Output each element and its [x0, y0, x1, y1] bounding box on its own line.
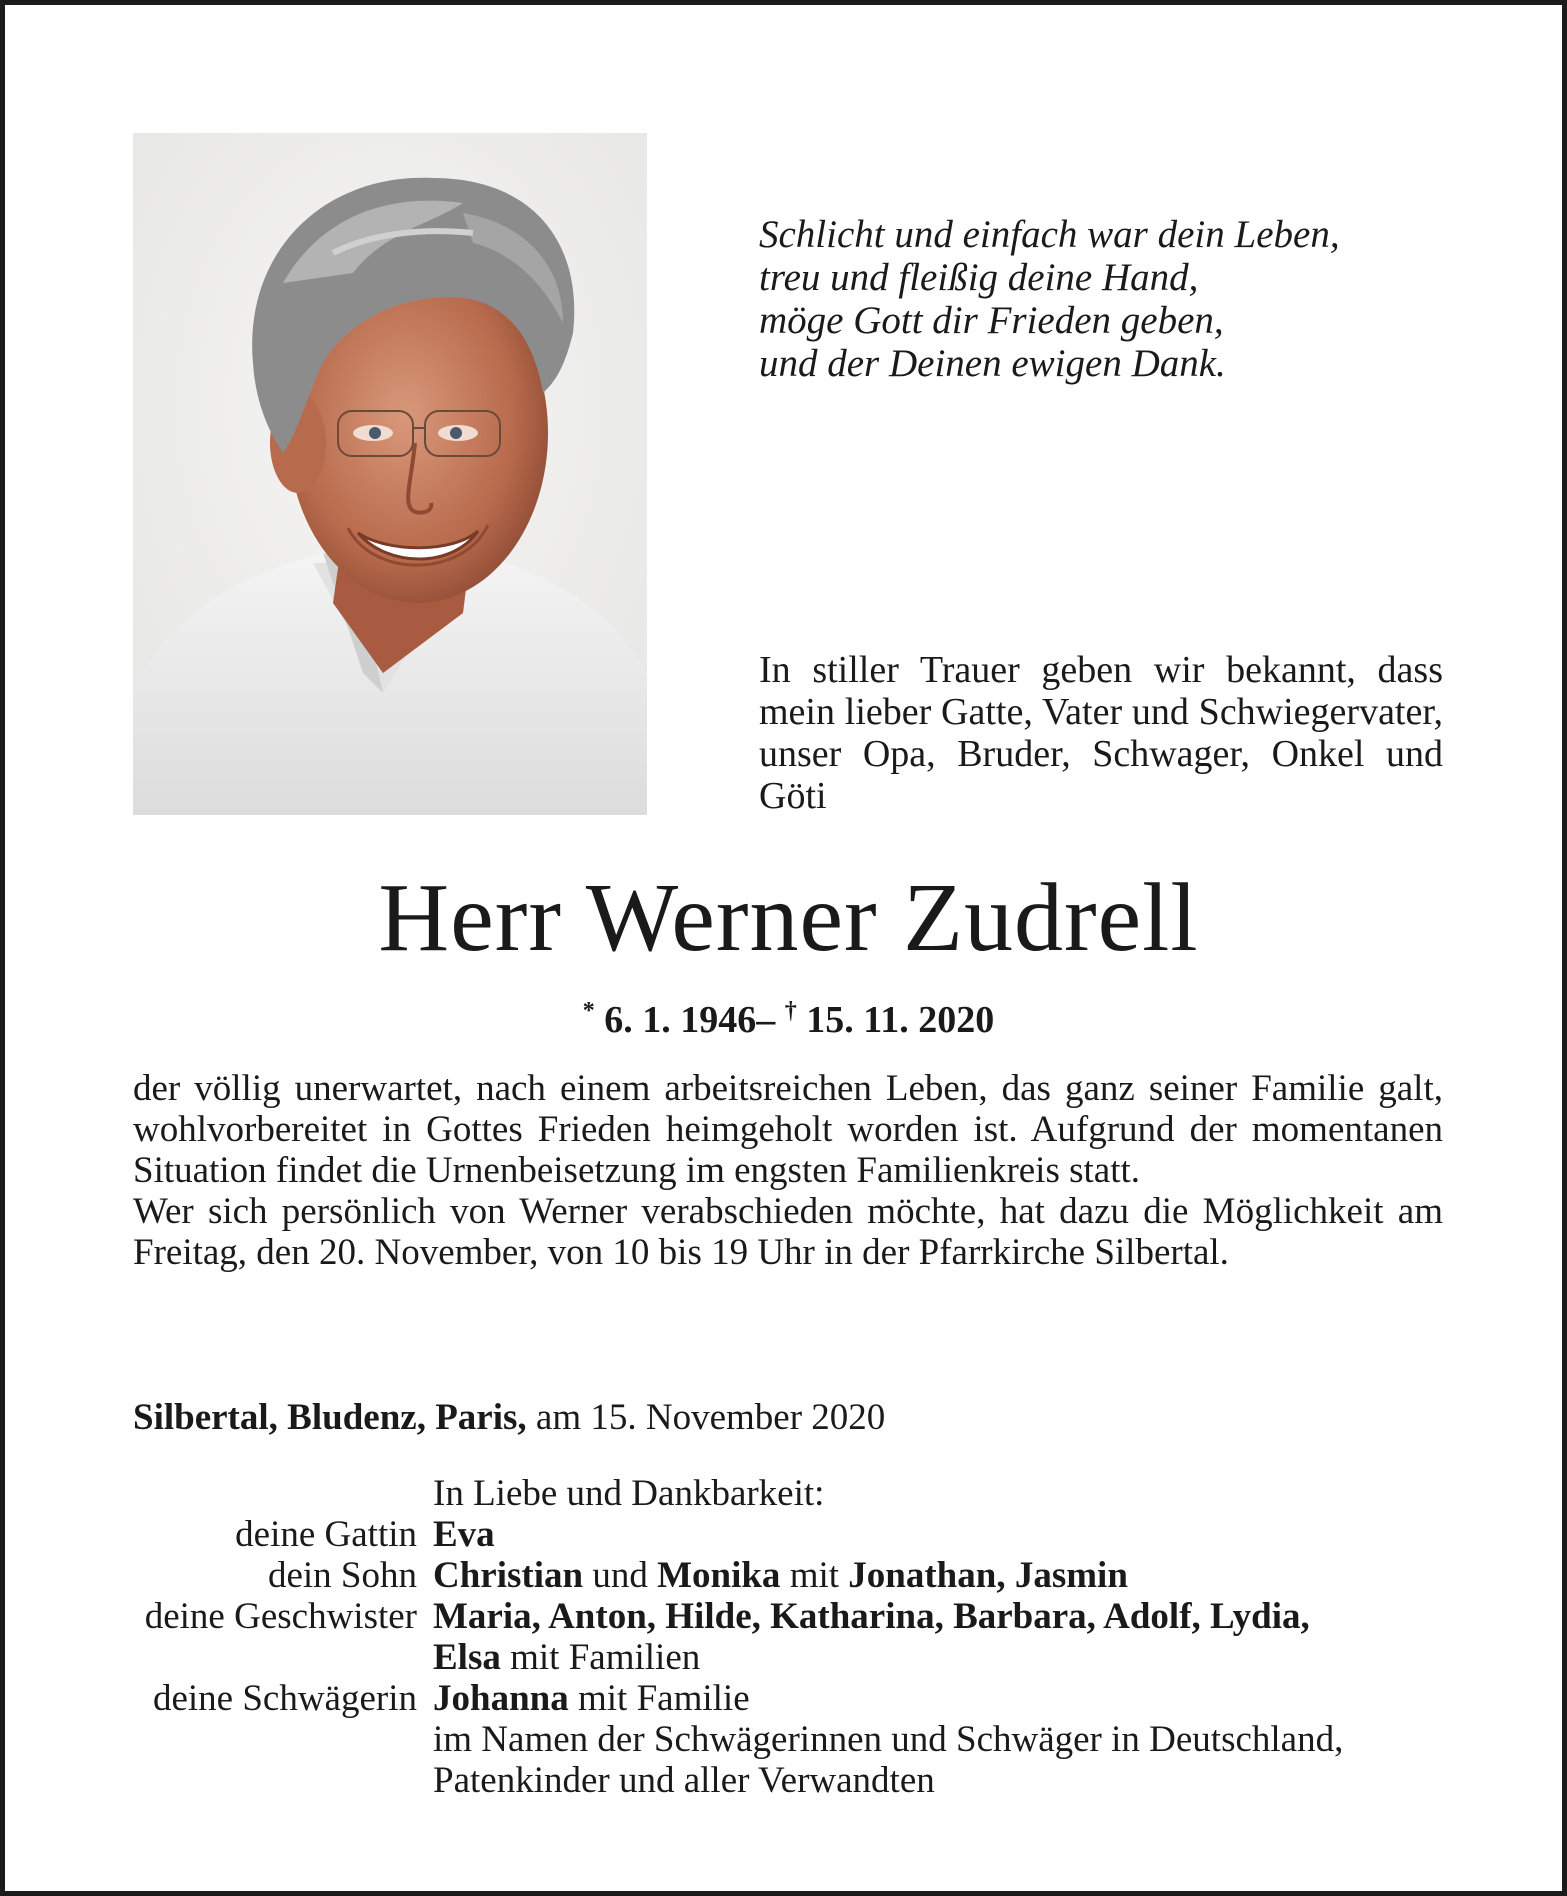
relative-name: Johanna	[433, 1678, 569, 1719]
relative-name: Monika	[657, 1555, 781, 1596]
portrait-illustration	[133, 133, 647, 815]
relative-name: Maria, Anton, Hilde, Katharina, Barbara, Adolf, Lydia,	[433, 1596, 1310, 1637]
poem-line: möge Gott dir Frieden geben,	[759, 299, 1224, 342]
death-date: 15. 11. 2020	[806, 999, 995, 1041]
family-row-geschwister-cont	[5, 1637, 1567, 1678]
date-dash: –	[756, 999, 776, 1041]
family-row-sohn	[5, 1555, 1567, 1596]
relation-label: deine Geschwister	[144, 1596, 417, 1637]
obituary-body	[133, 1068, 1443, 1273]
closing-line: Patenkinder und aller Verwandten	[433, 1760, 935, 1801]
relation-label: deine Schwägerin	[152, 1678, 417, 1719]
family-row-namen	[5, 1719, 1567, 1760]
family-row-geschwister	[5, 1596, 1567, 1637]
connector: mit Familien	[510, 1637, 701, 1678]
death-symbol: †	[784, 998, 797, 1024]
deceased-name: Herr Werner Zudrell	[378, 864, 1199, 972]
life-dates	[5, 989, 1567, 1042]
connector: und	[592, 1555, 648, 1596]
body-paragraph: der völlig unerwartet, nach einem arbeitsreichen Leben, das ganz seiner Familie galt, wohlvorbereitet in Gottes Frieden heimgeholt worden ist. Aufgrund der momentanen Situation findet die Urnenbeisetzung im engsten Familienkreis statt.	[133, 1068, 1443, 1191]
family-list	[5, 1473, 1567, 1801]
relation-label: dein Sohn	[267, 1555, 417, 1596]
connector: mit	[789, 1555, 840, 1596]
family-heading-row	[5, 1473, 1567, 1514]
family-row-namen-cont	[5, 1760, 1567, 1801]
relative-name: Elsa	[433, 1637, 501, 1678]
poem-line: Schlicht und einfach war dein Leben,	[759, 213, 1340, 256]
birth-symbol: *	[582, 998, 595, 1024]
announcement-intro: In stiller Trauer geben wir bekannt, dass mein lieber Gatte, Vater und Schwiegervater, unser Opa, Bruder, Schwager, Onkel und Göti	[759, 649, 1443, 817]
notice-date: am 15. November 2020	[535, 1397, 886, 1438]
birth-date: 6. 1. 1946	[604, 999, 757, 1041]
poem	[759, 213, 1479, 385]
connector: mit Familie	[577, 1678, 750, 1719]
relative-name: Christian	[433, 1555, 584, 1596]
family-row-gattin	[5, 1514, 1567, 1555]
closing-line: im Namen der Schwägerinnen und Schwäger in Deutschland,	[433, 1719, 1344, 1760]
relative-name: Jonathan, Jasmin	[848, 1555, 1128, 1596]
portrait-photo	[133, 133, 647, 815]
family-heading: In Liebe und Dankbarkeit:	[433, 1473, 825, 1514]
poem-line: und der Deinen ewigen Dank.	[759, 342, 1226, 385]
places: Silbertal, Bludenz, Paris,	[133, 1397, 527, 1438]
poem-line: treu und fleißig deine Hand,	[759, 256, 1199, 299]
relative-name: Eva	[433, 1514, 495, 1555]
body-paragraph: Wer sich persönlich von Werner verabschieden möchte, hat dazu die Möglichkeit am Freitag, den 20. November, von 10 bis 19 Uhr in der Pfarrkirche Silbertal.	[133, 1191, 1443, 1273]
place-and-date	[133, 1397, 1443, 1439]
relation-label: deine Gattin	[235, 1514, 417, 1555]
family-row-schwaegerin	[5, 1678, 1567, 1719]
